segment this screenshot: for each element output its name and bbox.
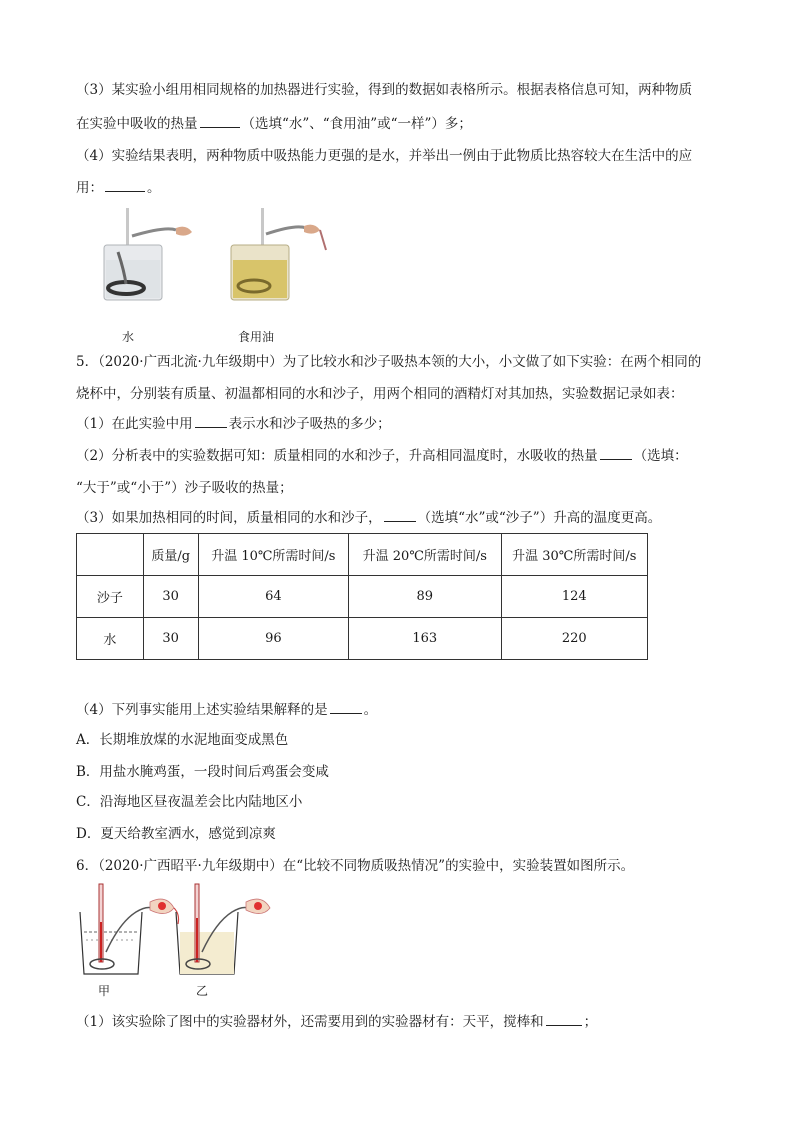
table-header-cell: 升温 10℃所需时间/s [198,534,348,576]
table-cell: 163 [349,618,501,660]
caption-water: 水 [122,330,135,344]
table-cell: 220 [501,618,648,660]
q5-part1-pre: （1）在此实验中用 [76,416,193,432]
q6-part1 [76,1012,597,1032]
q4-part3-text-pre: 在实验中吸收的热量 [76,116,198,132]
q5-part3-pre: （3）如果加热相同的时间，质量相同的水和沙子， [76,510,382,526]
answer-blank[interactable] [546,1012,582,1026]
q5-part2-pre: （2）分析表中的实验数据可知：质量相同的水和沙子，升高相同温度时，水吸收的热量 [76,448,598,464]
table-cell: 96 [198,618,348,660]
table-header-cell [77,534,144,576]
beaker-b-diagram [176,884,270,974]
beaker-a-diagram [80,884,179,974]
caption-yi: 乙 [196,984,209,998]
q6-part1-pre: （1）该实验除了图中的实验器材外，还需要用到的实验器材有：天平，搅棒和 [76,1014,544,1030]
option-c[interactable]: C．沿海地区昼夜温差会比内陆地区小 [76,794,303,810]
q5-stem-line1: 5．（2020·广西北流·九年级期中）为了比较水和沙子吸热本领的大小，小文做了如下实验：在两个相同的 [76,354,702,370]
q5-part3 [76,508,661,528]
table-header-cell: 升温 20℃所需时间/s [349,534,501,576]
answer-blank[interactable] [200,114,240,128]
table-cell: 30 [143,618,198,660]
table-row [77,576,648,618]
caption-oil: 食用油 [238,330,275,344]
q5-part1 [76,414,391,434]
q5-part2 [76,446,688,466]
table-header-cell: 质量/g [143,534,198,576]
table-cell: 水 [77,618,144,660]
q4-part4-text-pre: 用： [76,180,103,196]
q5-part4 [76,700,377,720]
option-b[interactable]: B．用盐水腌鸡蛋，一段时间后鸡蛋会变咸 [76,764,329,780]
q4-part4-text-post: 。 [147,180,161,196]
q6-stem: 6．（2020·广西昭平·九年级期中）在“比较不同物质吸热情况”的实验中，实验装置如图所示。 [76,858,635,874]
q6-apparatus-diagram [76,882,276,978]
table-cell: 30 [143,576,198,618]
q4-part3-line1: （3）某实验小组用相同规格的加热器进行实验，得到的数据如表格所示。根据表格信息可知，两种物质 [76,82,693,98]
q5-stem-line2: 烧杯中，分别装有质量、初温都相同的水和沙子，用两个相同的酒精灯对其加热，实验数据记录如表： [76,386,684,402]
table-row [77,618,648,660]
q4-part4-line1: （4）实验结果表明，两种物质中吸热能力更强的是水，并举出一例由于此物质比热容较大在生活中的应 [76,148,693,164]
answer-blank[interactable] [195,414,227,428]
q5-part1-post: 表示水和沙子吸热的多少； [228,416,391,432]
water-beaker-photo [104,208,192,300]
q5-part4-pre: （4）下列事实能用上述实验结果解释的是 [76,702,328,718]
q6-part1-post: ； [583,1014,598,1030]
option-d[interactable]: D．夏天给教室洒水，感觉到凉爽 [76,826,276,842]
q5-part2-post: （选填： [633,448,688,464]
table-header-row [77,534,648,576]
q5-part2-line2: “大于”或“小于”）沙子吸收的热量； [76,480,293,496]
answer-blank[interactable] [384,508,416,522]
answer-blank[interactable] [105,178,145,192]
oil-beaker-photo [231,208,326,300]
heating-experiment-photo [96,200,336,312]
option-a[interactable]: A．长期堆放煤的水泥地面变成黑色 [76,732,289,748]
q4-part4-line2 [76,178,161,198]
table-cell: 64 [198,576,348,618]
answer-blank[interactable] [600,446,632,460]
table-header-cell: 升温 30℃所需时间/s [501,534,648,576]
q5-part3-post: （选填“水”或“沙子”）升高的温度更高。 [417,510,662,526]
q4-part3-line2 [76,114,472,134]
table-cell: 沙子 [77,576,144,618]
q5-part4-post: 。 [363,702,378,718]
answer-blank[interactable] [330,700,362,714]
table-cell: 89 [349,576,501,618]
q5-data-table [76,533,648,660]
q4-part3-text-post: （选填“水”、“食用油”或“一样”）多； [241,116,472,132]
caption-jia: 甲 [98,984,111,998]
table-cell: 124 [501,576,648,618]
